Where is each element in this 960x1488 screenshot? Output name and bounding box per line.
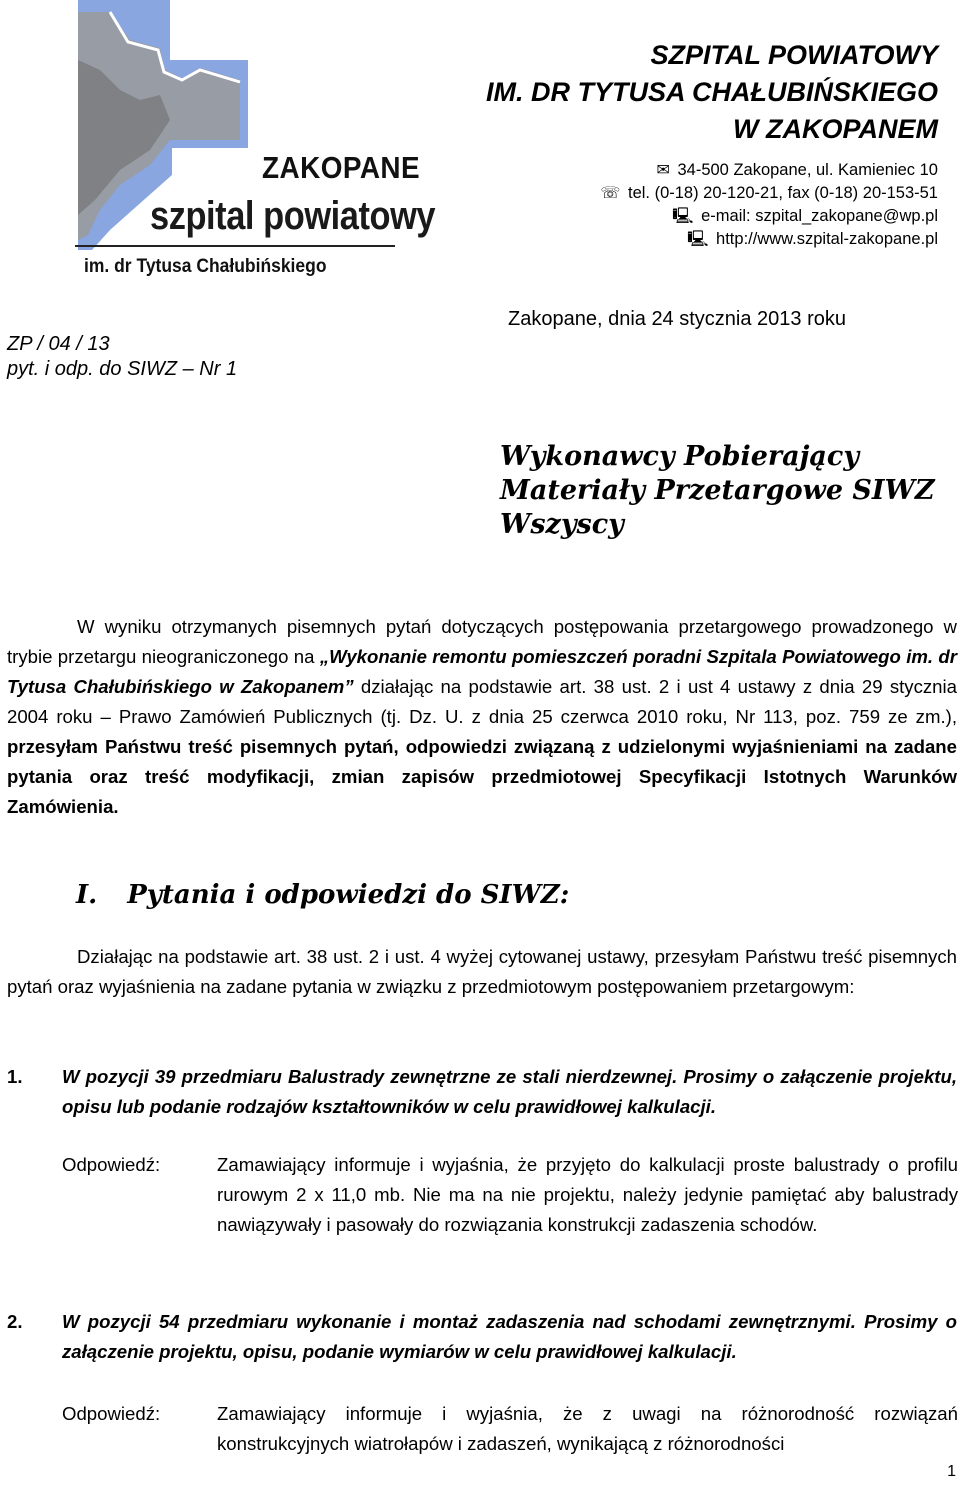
addressee-block: [500, 440, 935, 542]
hospital-name-line1: SZPITAL POWIATOWY: [650, 40, 938, 70]
answer-label: Odpowiedź:: [62, 1154, 161, 1175]
question-text: W pozycji 54 przedmiaru wykonanie i montaż zadaszenia nad schodami zewnętrznymi. Prosimy o załączenie projektu, opisu, podanie wymiarów w celu prawidłowej kalkulacji.: [62, 1311, 957, 1362]
hospital-name-line3: W ZAKOPANEM: [733, 114, 938, 144]
question-number: 2.: [7, 1311, 23, 1332]
email-line: [600, 205, 938, 228]
question-text: W pozycji 39 przedmiaru Balustrady zewnętrzne ze stali nierdzewnej. Prosimy o załączenie projektu, opisu lub podanie rodzajów kształtowników w celu prawidłowej kalkulacji.: [62, 1066, 957, 1117]
document-date: Zakopane, dnia 24 stycznia 2013 roku: [508, 308, 846, 330]
envelope-icon: ✉: [656, 162, 670, 179]
intro-legal-basis: działając na podstawie art. 38 ust. 2 i ust 4 ustawy z dnia 29 stycznia 2004 roku – Prawo Zamówień Publicznych (tj. Dz. U. z dnia 25 czerwca 2010 roku, Nr 113, poz. 759 ze zm.),: [7, 676, 957, 727]
intro-paragraph: [7, 612, 957, 822]
section-intro: [7, 942, 957, 1002]
answer-text: Zamawiający informuje i wyjaśnia, że z uwagi na różnorodność rozwiązań konstrukcyjnych wiatrołapów i zadaszeń, wynikającą z różnorodności: [217, 1403, 958, 1454]
computer-icon: 🖳: [687, 231, 709, 248]
intro-statement: przesyłam Państwu treść pisemnych pytań, odpowiedzi związaną z udzielonymi wyjaśnieniami na zadane pytania oraz treść modyfikacji, zmian zapisów przedmiotowej Specyfikacji Istotnych Warunków Zamówienia.: [7, 736, 957, 817]
logo-cross-graphic: [0, 0, 400, 290]
contact-block: [600, 159, 938, 251]
logo-text-patron: im. dr Tytusa Chałubińskiego: [84, 256, 327, 277]
procurement-title: „Wykonanie remontu pomieszczeń poradni Szpitala Powiatowego im. dr Tytusa Chałubińskiego w Zakopanem”: [7, 646, 957, 697]
email-label: e-mail:: [701, 207, 756, 225]
phone-text: tel. (0-18) 20-120-21, fax (0-18) 20-153-51: [627, 184, 938, 202]
address-line: [600, 159, 938, 182]
address-text: 34-500 Zakopane, ul. Kamieniec 10: [677, 161, 938, 179]
addressee-line1: Wykonawcy Pobierający: [500, 441, 860, 472]
www-link[interactable]: http://www.szpital-zakopane.pl: [716, 230, 938, 248]
question-item: [7, 1062, 957, 1122]
answer-text: Zamawiający informuje i wyjaśnia, że przyjęto do kalkulacji proste balustrady o profilu rurowym 2 x 11,0 mb. Nie ma na nie projektu, należy jedynie pamiętać aby balustrady nawiązywały i pasowały do rozwiązania konstrukcji zadaszenia schodów.: [217, 1154, 958, 1235]
answer-item: [62, 1150, 958, 1240]
section-title: Pytania i odpowiedzi do SIWZ:: [127, 880, 570, 910]
hospital-name: [486, 37, 938, 148]
addressee-line3: Wszyscy: [500, 509, 624, 540]
intro-text: W wyniku otrzymanych pisemnych pytań dotyczących postępowania przetargowego prowadzonego w trybie przetargu nieograniczonego na: [7, 616, 957, 667]
section-intro-text: Działając na podstawie art. 38 ust. 2 i ust. 4 wyżej cytowanej ustawy, przesyłam Państwu treść pisemnych pytań oraz wyjaśnienia na zadane pytania w związku z przedmiotowym postępowaniem przetargowym:: [7, 946, 957, 997]
hospital-logo: [0, 0, 400, 290]
email-link[interactable]: szpital_zakopane@wp.pl: [755, 207, 938, 225]
section-heading: [76, 880, 569, 910]
answer-item: [62, 1399, 958, 1459]
logo-text-hospital: szpital powiatowy: [150, 194, 436, 238]
www-line: [600, 228, 938, 251]
page-number: 1: [947, 1463, 956, 1480]
phone-icon: ☏: [600, 185, 621, 202]
answer-label: Odpowiedź:: [62, 1403, 161, 1424]
computer-icon: 🖳: [672, 208, 694, 225]
question-item: [7, 1307, 957, 1367]
question-number: 1.: [7, 1066, 23, 1087]
hospital-name-line2: IM. DR TYTUSA CHAŁUBIŃSKIEGO: [486, 77, 938, 107]
phone-line: [600, 182, 938, 205]
reference-number: ZP / 04 / 13: [7, 333, 110, 355]
reference-subject: pyt. i odp. do SIWZ – Nr 1: [7, 358, 238, 380]
section-number: I.: [76, 880, 98, 910]
addressee-line2: Materiały Przetargowe SIWZ: [500, 475, 935, 506]
logo-text-city: ZAKOPANE: [262, 150, 421, 185]
